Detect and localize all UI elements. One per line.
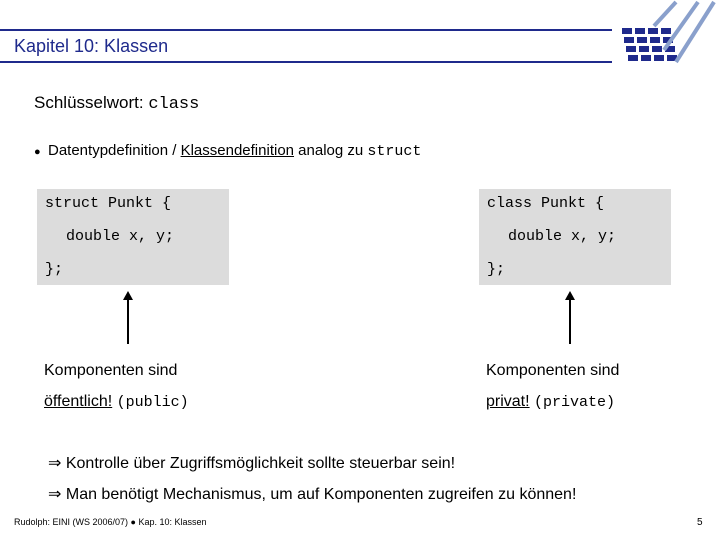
- header-rule-top: [0, 29, 612, 31]
- implication-1: [48, 453, 455, 473]
- code-line: class Punkt {: [487, 195, 605, 212]
- bullet-keyword: struct: [367, 143, 422, 160]
- implies-icon: ⇒: [48, 455, 62, 472]
- heading-keyword: class: [148, 95, 200, 114]
- code-line: };: [45, 261, 64, 278]
- bullet-text-underlined: Klassendefinition: [180, 142, 295, 159]
- class-label-emph: privat!: [486, 393, 530, 410]
- struct-code-box: [37, 189, 229, 285]
- footer-text: Rudolph: EINI (WS 2006/07) ● Kap. 10: Klassen: [14, 517, 207, 527]
- struct-label-emph: öffentlich!: [44, 393, 113, 410]
- keyword-heading: [34, 93, 199, 114]
- implication-text-2: Man benötigt Mechanismus, um auf Komponenten zugreifen zu können!: [65, 486, 577, 503]
- struct-label-line1: Komponenten sind: [44, 362, 178, 379]
- struct-label-code: (public): [116, 394, 189, 411]
- class-label-code: (private): [534, 394, 616, 411]
- implies-icon: ⇒: [48, 486, 62, 503]
- university-logo-icon: [616, 0, 720, 66]
- bullet-text-1: Datentypdefinition /: [48, 142, 181, 159]
- arrow-shaft: [569, 299, 571, 344]
- implication-text-1: Kontrolle über Zugriffsmöglichkeit sollte steuerbar sein!: [65, 455, 456, 472]
- code-line: double x, y;: [508, 228, 617, 245]
- bullet-item: [34, 142, 421, 160]
- page-title: Kapitel 10: Klassen: [14, 36, 169, 56]
- code-line: };: [487, 261, 506, 278]
- struct-label-line2: [44, 393, 189, 411]
- code-line: double x, y;: [66, 228, 175, 245]
- page-number: 5: [697, 517, 703, 528]
- code-line: struct Punkt {: [45, 195, 172, 212]
- bullet-dot-icon: ●: [34, 146, 41, 158]
- header-rule-bottom: [0, 61, 612, 63]
- class-label-line1: Komponenten sind: [486, 362, 620, 379]
- implication-2: [48, 484, 576, 504]
- heading-text: Schlüsselwort:: [34, 93, 149, 112]
- arrow-shaft: [127, 299, 129, 344]
- class-code-box: [479, 189, 671, 285]
- class-label-line2: [486, 393, 615, 411]
- bullet-text-2: analog zu: [294, 142, 368, 159]
